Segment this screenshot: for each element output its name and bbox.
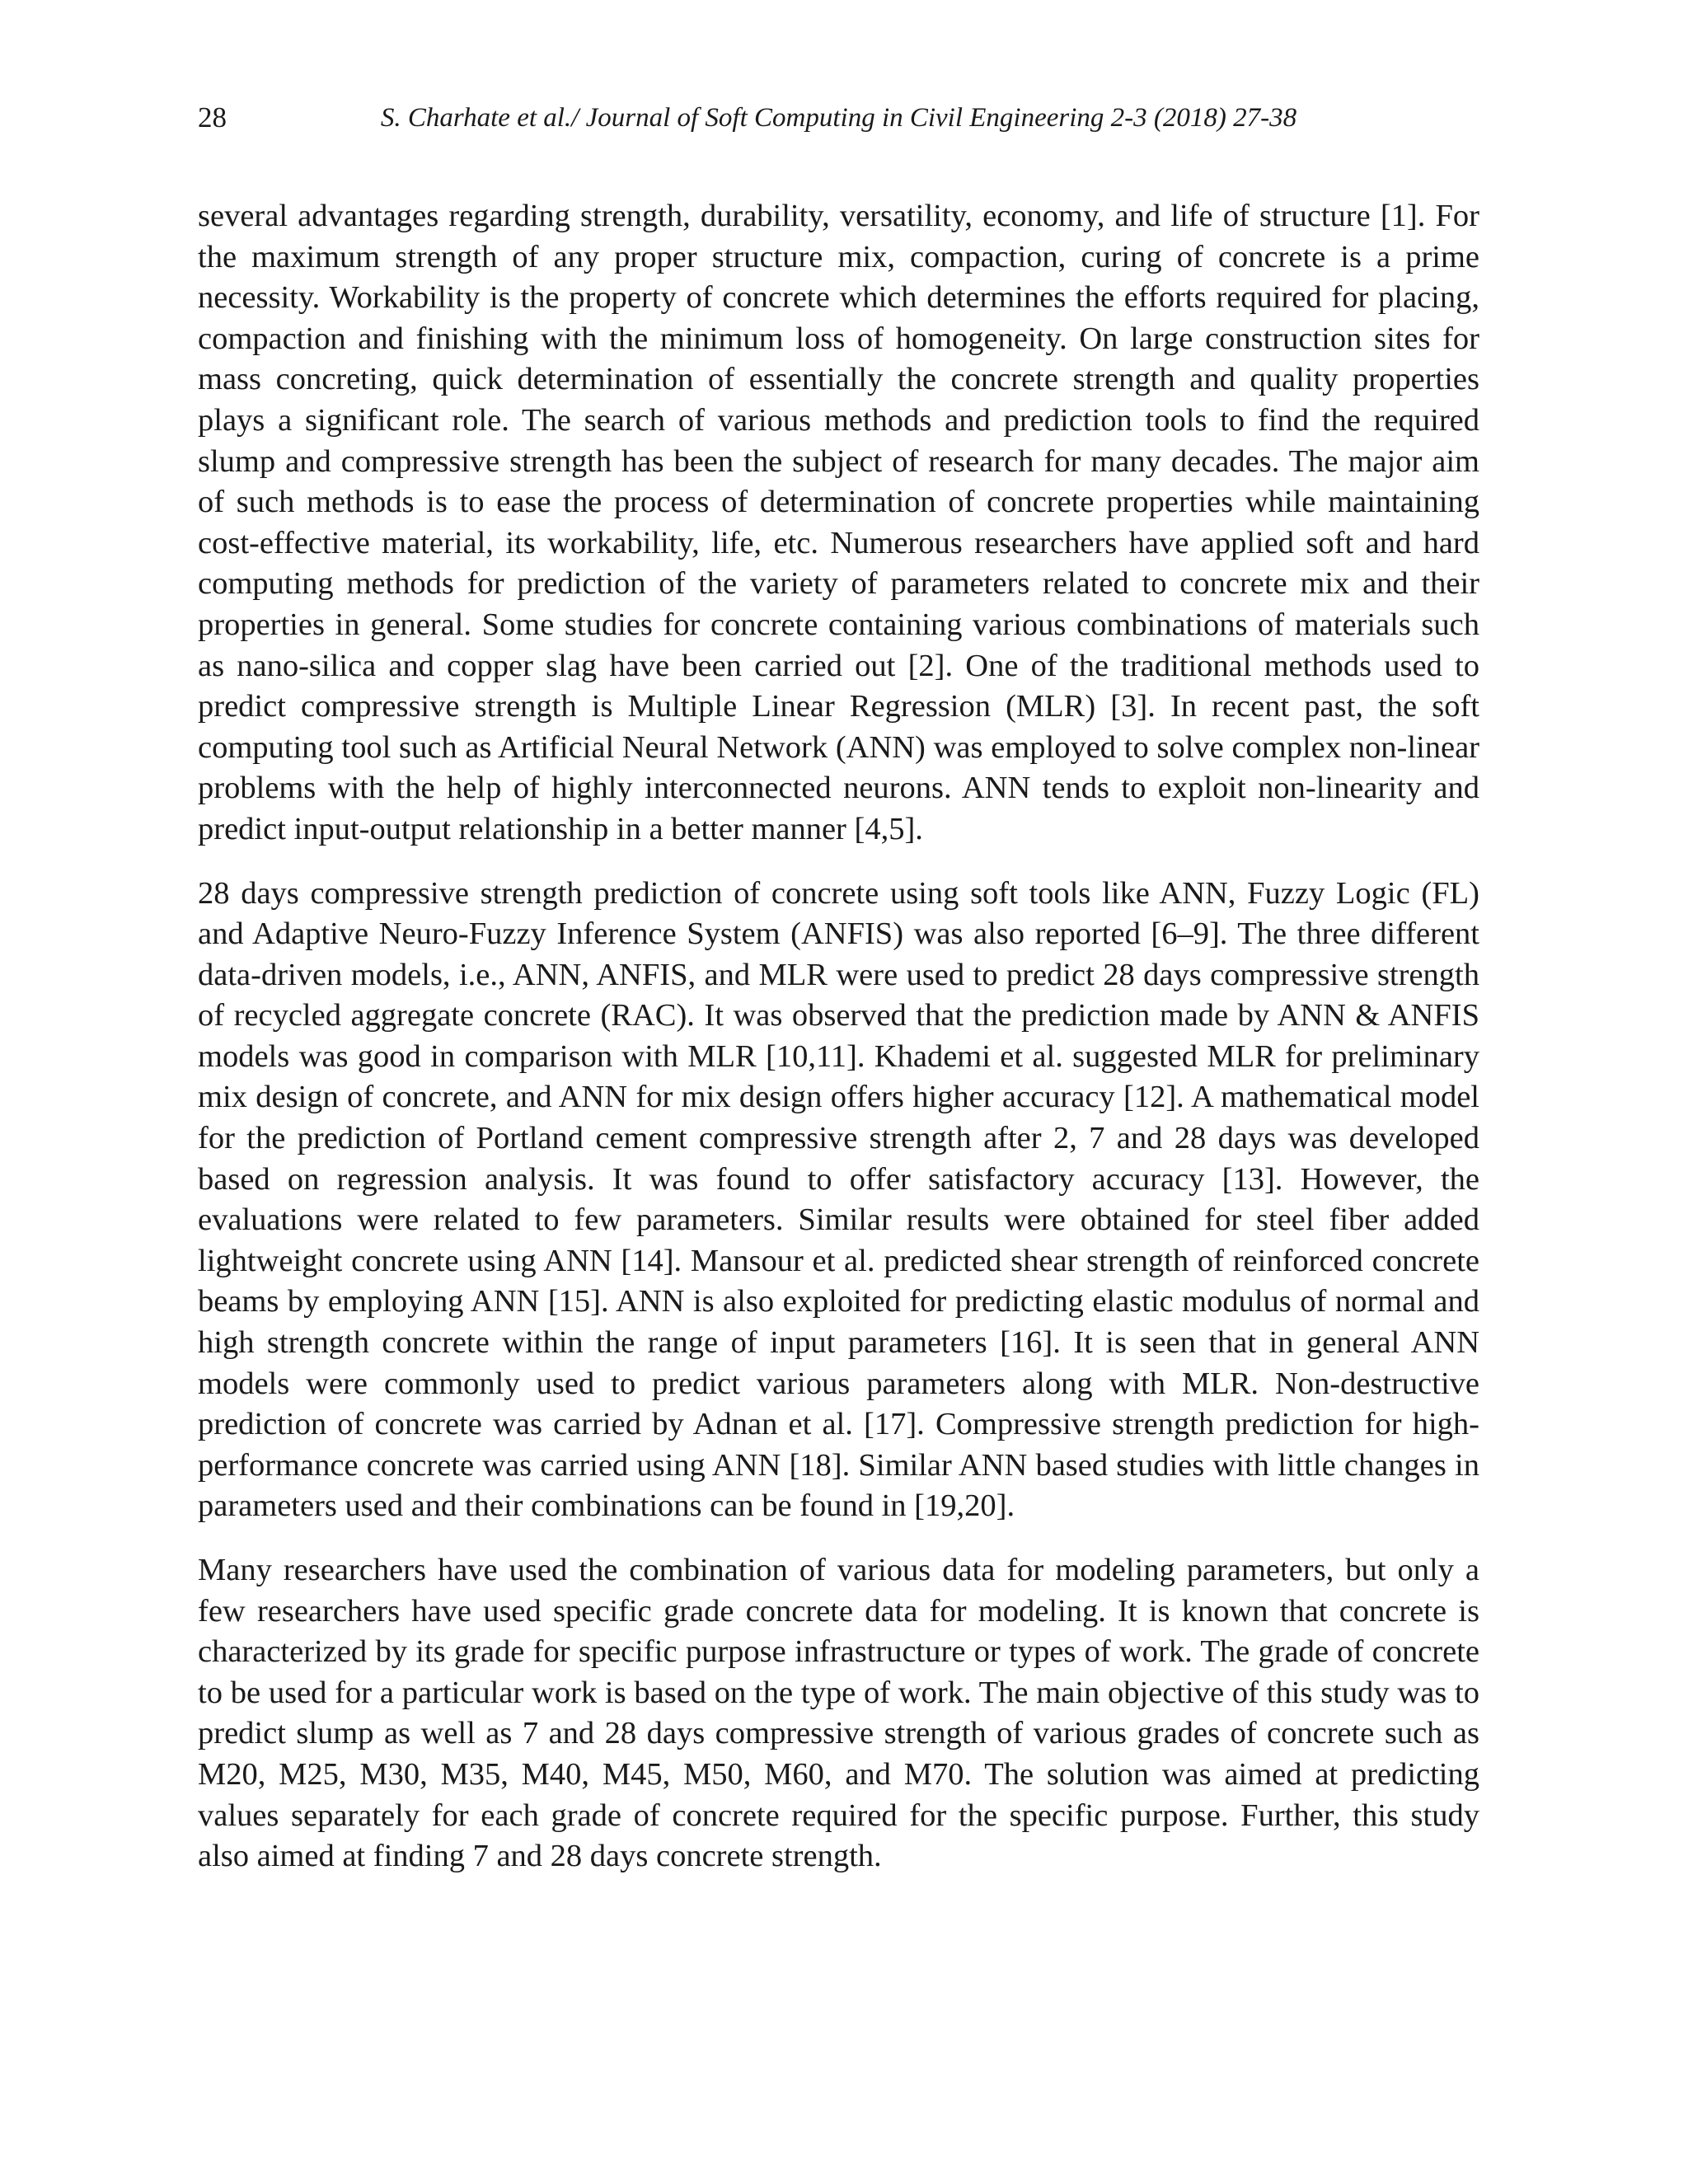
page-header xyxy=(198,97,1479,138)
page-number: 28 xyxy=(198,101,227,134)
running-title: S. Charhate et al./ Journal of Soft Computing in Civil Engineering 2-3 (2018) 27-38 xyxy=(380,103,1297,133)
paragraph-2: 28 days compressive strength prediction of concrete using soft tools like ANN, Fuzzy Logic (FL) and Adaptive Neuro-Fuzzy Inference System (ANFIS) was also reported [6–9]. The three different data-driven models, i.e., ANN, ANFIS, and MLR were used to predict 28 days compressive strength of recycled aggregate concrete (RAC). It was observed that the prediction made by ANN & ANFIS models was good in comparison with MLR [10,11]. Khademi et al. suggested MLR for preliminary mix design of concrete, and ANN for mix design offers higher accuracy [12]. A mathematical model for the prediction of Portland cement compressive strength after 2, 7 and 28 days was developed based on regression analysis. It was found to offer satisfactory accuracy [13]. However, the evaluations were related to few parameters. Similar results were obtained for steel fiber added lightweight concrete using ANN [14]. Mansour et al. predicted shear strength of reinforced concrete beams by employing ANN [15]. ANN is also exploited for predicting elastic modulus of normal and high strength concrete within the range of input parameters [16]. It is seen that in general ANN models were commonly used to predict various parameters along with MLR. Non-destructive prediction of concrete was carried by Adnan et al. [17]. Compressive strength prediction for high-performance concrete was carried using ANN [18]. Similar ANN based studies with little changes in parameters used and their combinations can be found in [19,20]. xyxy=(198,875,1479,1524)
paragraph-3: Many researchers have used the combination of various data for modeling parameters, but only a few researchers have used specific grade concrete data for modeling. It is known that concrete is characterized by its grade for specific purpose infrastructure or types of work. The grade of concrete to be used for a particular work is based on the type of work. The main objective of this study was to predict slump as well as 7 and 28 days compressive strength of various grades of concrete such as M20, M25, M30, M35, M40, M45, M50, M60, and M70. The solution was aimed at predicting values separately for each grade of concrete required for the specific purpose. Further, this study also aimed at finding 7 and 28 days concrete strength. xyxy=(198,1553,1479,1874)
body-text xyxy=(198,196,1479,1900)
paragraph-1: several advantages regarding strength, durability, versatility, economy, and life of structure [1]. For the maximum strength of any proper structure mix, compaction, curing of concrete is a prime necessity. Workability is the property of concrete which determines the efforts required for placing, compaction and finishing with the minimum loss of homogeneity. On large construction sites for mass concreting, quick determination of essentially the concrete strength and quality properties plays a significant role. The search of various methods and prediction tools to find the required slump and compressive strength has been the subject of research for many decades. The major aim of such methods is to ease the process of determination of concrete properties while maintaining cost-effective material, its workability, life, etc. Numerous researchers have applied soft and hard computing methods for prediction of the variety of parameters related to concrete mix and their properties in general. Some studies for concrete containing various combinations of materials such as nano-silica and copper slag have been carried out [2]. One of the traditional methods used to predict compressive strength is Multiple Linear Regression (MLR) [3]. In recent past, the soft computing tool such as Artificial Neural Network (ANN) was employed to solve complex non-linear problems with the help of highly interconnected neurons. ANN tends to exploit non-linearity and predict input-output relationship in a better manner [4,5]. xyxy=(198,199,1479,846)
